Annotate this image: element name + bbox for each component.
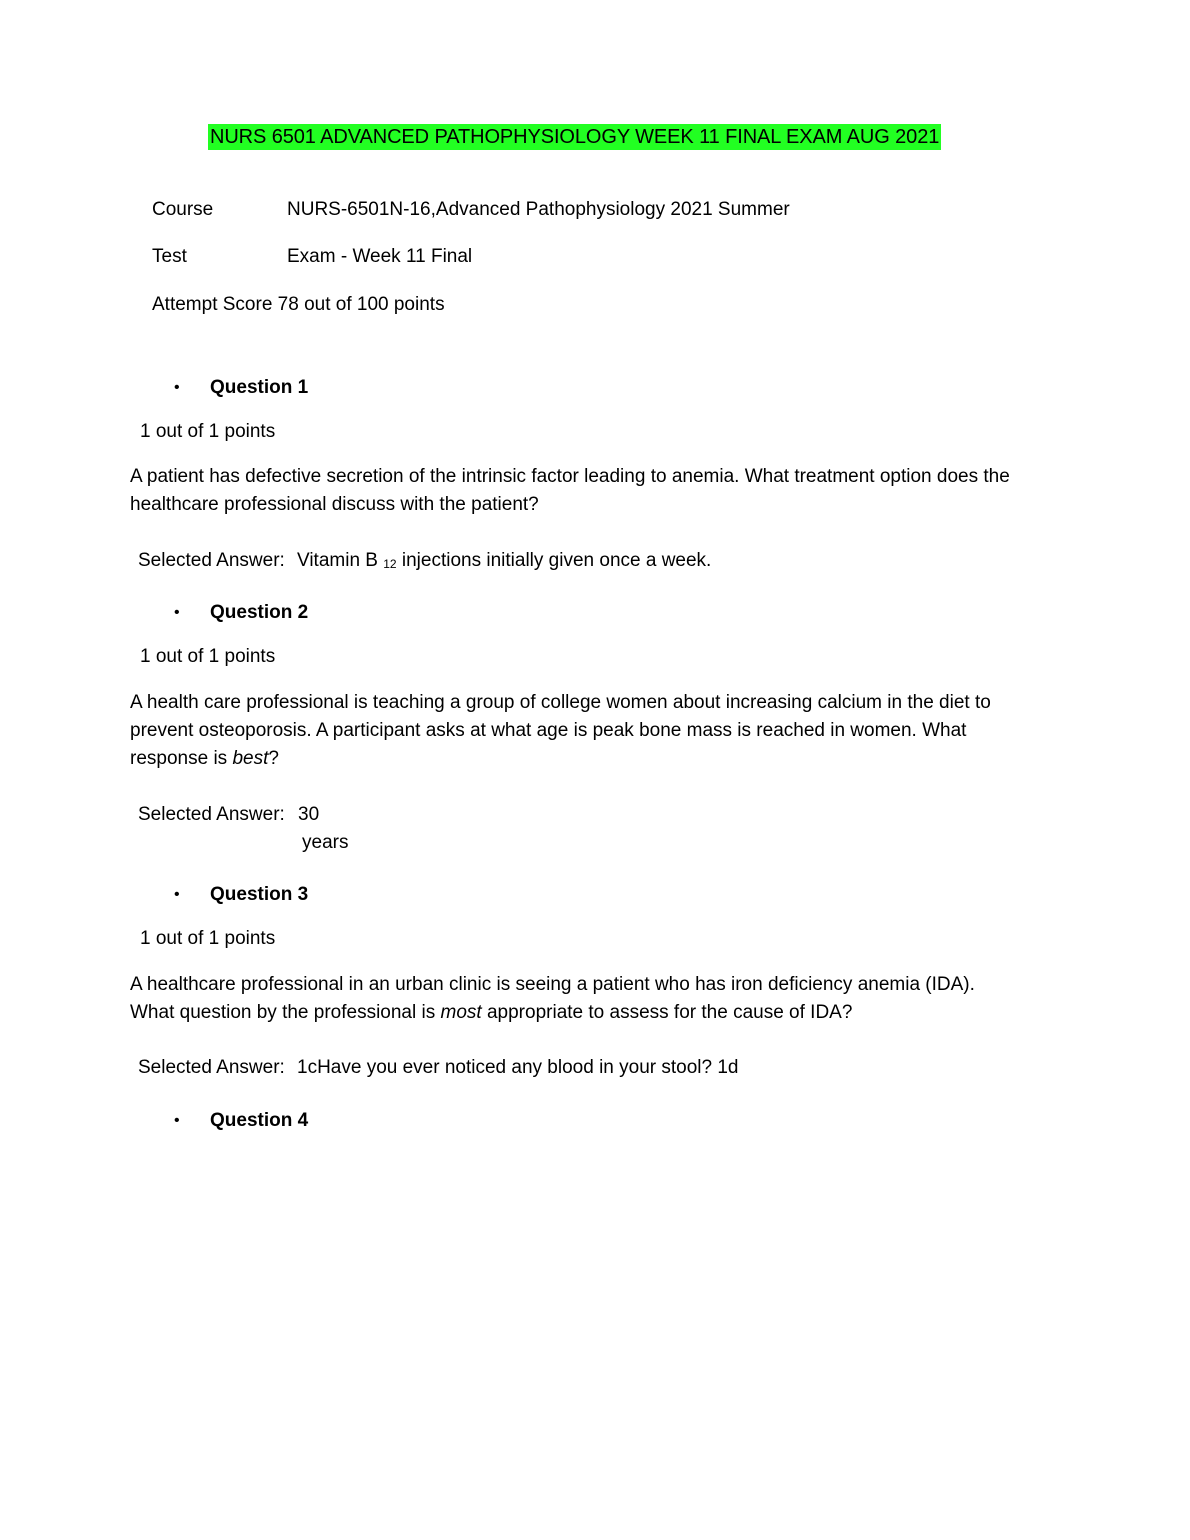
- question-points: 1 out of 1 points: [140, 646, 276, 667]
- question-text-emphasis: most: [440, 1002, 482, 1023]
- question-text-post: appropriate to assess for the cause of IDA?: [481, 1002, 853, 1023]
- selected-answer-label: Selected Answer:: [138, 550, 285, 571]
- selected-answer-continued: years: [302, 832, 349, 853]
- bullet-icon: •: [174, 379, 180, 396]
- question-text: [130, 689, 1010, 773]
- test-value: Exam - Week 11 Final: [287, 246, 473, 267]
- selected-answer-label: Selected Answer:: [138, 804, 285, 825]
- question-heading: Question 4: [210, 1110, 309, 1131]
- answer-text-pre: Vitamin B: [297, 550, 378, 571]
- bullet-icon: •: [174, 1112, 180, 1129]
- question-text: A patient has defective secretion of the intrinsic factor leading to anemia. What treatment option does the healthcare professional discuss with the patient?: [130, 466, 1010, 515]
- attempt-score: Attempt Score 78 out of 100 points: [152, 294, 445, 315]
- selected-answer-label: Selected Answer:: [138, 1057, 285, 1078]
- course-label: Course: [152, 199, 214, 220]
- question-heading: Question 1: [210, 377, 309, 398]
- question-text: [130, 971, 1010, 1027]
- question-text-emphasis: best: [232, 748, 269, 769]
- question-heading: Question 2: [210, 602, 309, 623]
- page-title: NURS 6501 ADVANCED PATHOPHYSIOLOGY WEEK 11 FINAL EXAM AUG 2021: [210, 126, 940, 148]
- test-label: Test: [152, 246, 187, 267]
- question-text-pre: A health care professional is teaching a group of college women about increasing calcium in the diet to prevent osteoporosis. A participant asks at what age is peak bone mass is reached in women. What response is: [130, 692, 991, 769]
- question-points: 1 out of 1 points: [140, 928, 276, 949]
- selected-answer: 1cHave you ever noticed any blood in your stool? 1d: [297, 1057, 739, 1078]
- question-heading: Question 3: [210, 884, 309, 905]
- bullet-icon: •: [174, 604, 180, 621]
- answer-subscript: 12: [383, 557, 397, 571]
- course-value: NURS-6501N-16,Advanced Pathophysiology 2021 Summer: [287, 199, 790, 220]
- answer-text-post: injections initially given once a week.: [401, 550, 712, 571]
- selected-answer: 30: [298, 804, 320, 825]
- selected-answer: [297, 549, 711, 576]
- question-text-post: ?: [268, 748, 279, 769]
- question-points: 1 out of 1 points: [140, 421, 276, 442]
- question-text-pre: A healthcare professional in an urban clinic is seeing a patient who has iron deficiency anemia (IDA). What question by the professional is: [130, 974, 975, 1023]
- bullet-icon: •: [174, 886, 180, 903]
